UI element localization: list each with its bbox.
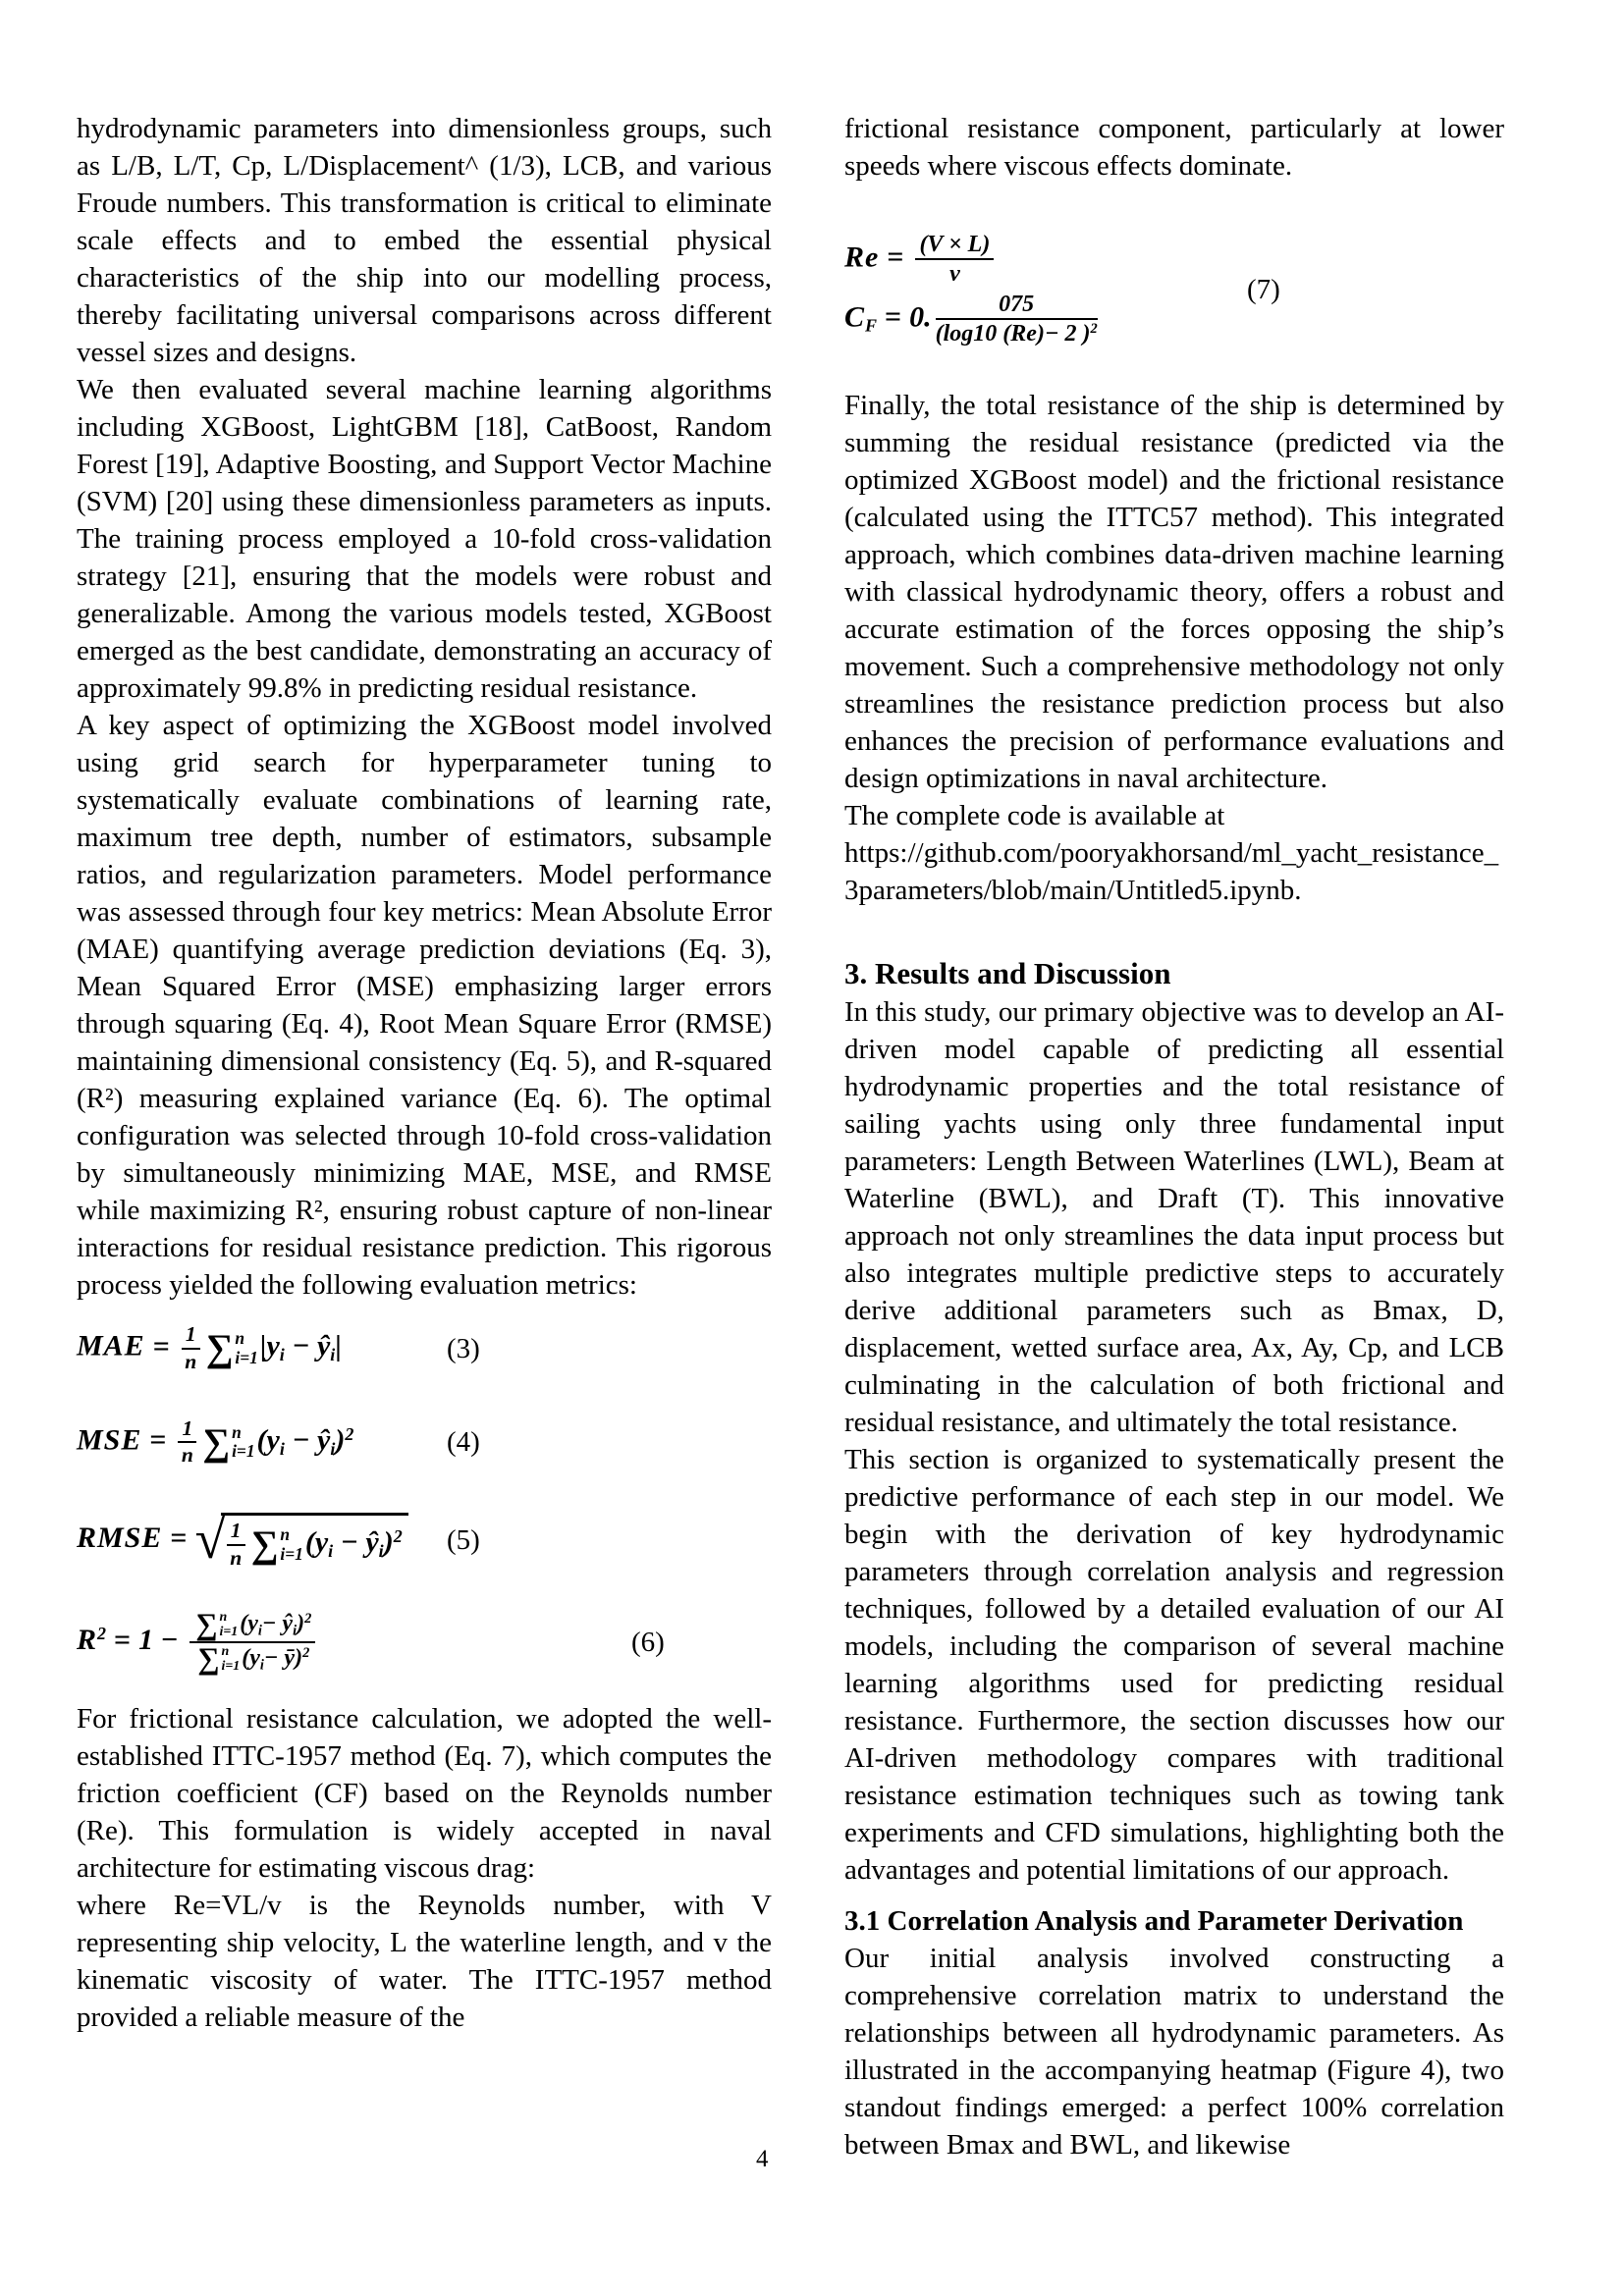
fraction-vl-over-nu — [915, 232, 994, 288]
paragraph-correlation-analysis: Our initial analysis involved constructing a comprehensive correlation matrix to understand the relationships between all hydrodynamic parameters. As illustrated in the accompanying heatmap (Figure 4), two standout findings emerged: a perfect 100% correlation between Bmax and BWL, and likewise — [844, 1942, 1504, 2161]
equation-term: ) — [297, 1610, 305, 1636]
equation-mae — [77, 1323, 772, 1374]
summation-upper-limit: n — [280, 1524, 291, 1545]
spacer — [844, 351, 1504, 387]
subscript-f: F — [865, 315, 878, 336]
equation-cf-line — [844, 292, 1504, 347]
fraction-numerator: 1 — [178, 1417, 196, 1444]
fraction-1-over-n — [182, 1323, 200, 1374]
fraction-numerator — [189, 1607, 315, 1643]
summation-limits — [221, 1644, 240, 1675]
summation-lower-limit: i=1 — [219, 1625, 239, 1640]
fraction-numerator: 1 — [182, 1323, 200, 1350]
equation-term: − ŷ — [333, 1525, 379, 1559]
equation-term: (log10 (Re)− 2 ) — [935, 321, 1091, 347]
sigma-symbol: ∑ — [205, 1327, 234, 1370]
equals-sign: = — [149, 1423, 167, 1457]
superscript-2: 2 — [304, 1610, 312, 1627]
spacer — [844, 909, 1504, 954]
minus-sign: − — [161, 1623, 179, 1656]
equation-number-4: (4) — [447, 1426, 480, 1459]
equation-number-6: (6) — [631, 1626, 665, 1658]
github-url-link[interactable]: https://github.com/pooryakhorsand/ml_yacht_resistance_3parameters/blob/main/Untitled5.ipynb. — [844, 836, 1499, 906]
equation-term: (y — [256, 1423, 280, 1457]
superscript-2: 2 — [97, 1623, 107, 1643]
equals-sign: = — [114, 1623, 132, 1656]
fraction-1-over-n — [227, 1520, 245, 1571]
equation-term: (y — [240, 1610, 258, 1636]
summation-lower-limit: i=1 — [221, 1659, 241, 1675]
summation-lower-limit: i=1 — [280, 1543, 303, 1564]
equals-sign: = — [152, 1329, 170, 1362]
equation-term: (y — [242, 1644, 260, 1671]
superscript-2: 2 — [1090, 321, 1098, 338]
spacer — [844, 185, 1504, 228]
fraction-numerator: 1 — [227, 1520, 245, 1546]
summation-lower-limit: i=1 — [235, 1347, 258, 1367]
paragraph-dimensionless-groups: hydrodynamic parameters into dimensionless groups, such as L/B, L/T, Cp, L/Displacement^ (1/3), LCB, and various Froude numbers. This transformation is critical to eliminate scale effects and to embed the essential physical characteristics of the ship into our modelling process, thereby facilitating universal comparisons across different vessel sizes and designs. — [77, 113, 772, 368]
summation-upper-limit: n — [232, 1421, 242, 1442]
equation-mse — [77, 1417, 772, 1468]
superscript-2: 2 — [345, 1423, 354, 1444]
summation-limits — [232, 1423, 254, 1462]
summation-upper-limit: n — [219, 1609, 228, 1625]
paragraph-total-resistance: Finally, the total resistance of the ship is determined by summing the residual resistance (predicted via the optimized XGBoost model) and the frictional resistance (calculated using the ITTC57 method). This integrated approach, which combines data-driven machine learning with classical hydrodynamic theory, offers a robust and accurate estimation of the forces opposing the ship’s movement. Such a comprehensive methodology not only streamlines the resistance prediction process but also enhances the precision of performance evaluations and design optimizations in naval architecture. — [844, 389, 1504, 794]
radical-symbol: √ — [194, 1509, 226, 1571]
superscript-2: 2 — [393, 1525, 403, 1546]
fraction-denominator: n — [185, 1349, 197, 1373]
summation-operator — [205, 1327, 258, 1370]
fraction-sums — [189, 1607, 315, 1677]
equation-term: ) — [383, 1525, 394, 1559]
equation-mse-lhs: MSE — [77, 1423, 142, 1457]
fraction-numerator: 075 — [936, 292, 1098, 320]
equation-r-squared — [77, 1607, 772, 1677]
equation-cf-lhs: C — [844, 300, 866, 334]
left-column — [77, 110, 772, 2036]
equation-rmse-lhs: RMSE — [77, 1522, 163, 1555]
equation-number-7: (7) — [1247, 273, 1280, 305]
summation-limits — [235, 1329, 257, 1367]
equation-re-lhs: Re — [844, 240, 880, 274]
radicand — [221, 1513, 408, 1571]
equals-sign: = — [170, 1522, 188, 1555]
equation-term: | — [335, 1329, 342, 1362]
subscript-i: i — [328, 1541, 334, 1562]
equation-term: − ŷ — [261, 1610, 294, 1636]
equation-term: |y — [259, 1329, 280, 1362]
equation-term: (y — [304, 1525, 329, 1559]
fraction-075-over-log — [936, 292, 1098, 347]
equals-sign: = — [885, 300, 902, 334]
fraction-denominator — [189, 1643, 315, 1675]
sigma-symbol: ∑ — [197, 1641, 220, 1677]
paragraph-section-organization: This section is organized to systematically present the predictive performance of each step in our model. We begin with the derivation of key hydrodynamic parameters through correlation analysis and regression techniques, followed by a detailed evaluation of our AI models, including the comparison of several machine learning algorithms used for predicting residual resistance. Furthermore, the section discusses how our AI-driven methodology compares with traditional resistance estimation techniques such as towing tank experiments and CFD simulations, highlighting both the advantages and potential limitations of our approach. — [844, 1443, 1504, 1886]
spacer — [77, 1571, 772, 1610]
summation-limits — [280, 1525, 302, 1564]
equation-term: − ŷ — [284, 1329, 331, 1362]
fraction-denominator: n — [230, 1545, 243, 1570]
subscript-i: i — [293, 1622, 298, 1638]
equation-mae-lhs: MAE — [77, 1329, 145, 1362]
paragraph-study-objective: In this study, our primary objective was to develop an AI-driven model capable of predicting all essential hydrodynamic properties and the total resistance of sailing yachts using only three fundamental input parameters: Length Between Waterlines (LWL), Beam at Waterline (BWL), and Draft (T). This innovative approach not only streamlines the data input process but also integrates multiple predictive steps to accurately derive additional parameters such as Bmax, D, displacement, wetted surface area, Ax, Ay, Cp, and LCB culminating in the calculation of both frictional and residual resistance, and ultimately the total resistance. — [844, 995, 1504, 1438]
fraction-numerator: (V × L) — [915, 232, 994, 260]
summation-operator — [195, 1607, 239, 1642]
paragraph-xgboost-optimization: A key aspect of optimizing the XGBoost model involved using grid search for hyperparameter tuning to systematically evaluate combinations of learning rate, maximum tree depth, number of estimators, subsample ratios, and regularization parameters. Model performance was assessed through four key metrics: Mean Absolute Error (MAE) quantifying average prediction deviations (Eq. 3), Mean Squared Error (MSE) emphasizing larger errors through squaring (Eq. 4), Root Mean Square Error (RMSE) maintaining dimensional consistency (Eq. 5), and R-squared (R²) measuring explained variance (Eq. 6). The optimal configuration was selected through 10-fold cross-validation by simultaneously minimizing MAE, MSE, and RMSE while maximizing R², ensuring robust capture of non-linear interactions for residual resistance prediction. This rigorous process yielded the following evaluation metrics: — [77, 710, 772, 1301]
summation-upper-limit: n — [235, 1328, 245, 1349]
summation-operator — [197, 1641, 241, 1677]
constant-one: 1 — [138, 1623, 154, 1656]
code-availability-line: The complete code is available at — [844, 799, 1225, 831]
paragraph-ittc-method: For frictional resistance calculation, we adopted the well-established ITTC-1957 method (Eq. 7), which computes the friction coefficient (CF) based on the Reynolds number (Re). This formulation is widely accepted in naval architecture for estimating viscous drag: — [77, 1702, 772, 1884]
paragraph-frictional-component: frictional resistance component, particularly at lower speeds where viscous effects dominate. — [844, 113, 1504, 182]
summation-operator — [250, 1523, 303, 1567]
equation-term: − ŷ — [284, 1423, 331, 1457]
equation-number-3: (3) — [447, 1332, 480, 1364]
subscript-i: i — [378, 1541, 384, 1562]
superscript-2: 2 — [302, 1644, 310, 1661]
subscript-i: i — [279, 1345, 285, 1365]
paragraph-reynolds-definition: where Re=VL/v is the Reynolds number, with V representing ship velocity, L the waterline length, and v the kinematic viscosity of water. The ITTC-1957 method provided a reliable measure of the — [77, 1889, 772, 2033]
equation-reynolds-line — [844, 232, 1504, 288]
sigma-symbol: ∑ — [250, 1523, 279, 1567]
summation-operator — [202, 1420, 255, 1464]
section-heading-results: 3. Results and Discussion — [844, 955, 1171, 990]
square-root — [195, 1511, 408, 1571]
fraction-1-over-n — [178, 1417, 196, 1468]
sigma-symbol: ∑ — [202, 1420, 231, 1464]
sigma-symbol: ∑ — [195, 1607, 218, 1642]
summation-lower-limit: i=1 — [232, 1441, 255, 1462]
equation-number-5: (5) — [447, 1524, 480, 1557]
spacer — [77, 1374, 772, 1417]
equation-term: − ȳ) — [263, 1644, 303, 1671]
equals-sign: = — [887, 240, 904, 274]
subscript-i: i — [330, 1438, 336, 1459]
paragraph-ml-algorithms: We then evaluated several machine learning algorithms including XGBoost, LightGBM [18], CatBoost, Random Forest [19], Adaptive Boosting, and Support Vector Machine (SVM) [20] using these dimensionless parameters as inputs. The training process employed a 10-fold cross-validation strategy [21], ensuring that the models were robust and generalizable. Among the various models tested, XGBoost emerged as the best candidate, demonstrating an accuracy of approximately 99.8% in predicting residual resistance. — [77, 374, 772, 704]
subscript-i: i — [279, 1438, 285, 1459]
fraction-denominator — [936, 320, 1098, 347]
subsection-heading-correlation: 3.1 Correlation Analysis and Parameter Derivation — [844, 1904, 1464, 1937]
right-column — [844, 110, 1504, 2163]
subscript-i: i — [330, 1345, 336, 1365]
summation-upper-limit: n — [221, 1643, 230, 1659]
equation-rmse — [77, 1511, 772, 1571]
spacer — [77, 1468, 772, 1511]
summation-limits — [219, 1610, 238, 1640]
spacer — [77, 1675, 772, 1700]
spacer — [844, 1889, 1504, 1902]
subscript-i: i — [257, 1622, 262, 1638]
fraction-denominator: v — [949, 261, 960, 288]
page-number: 4 — [756, 2146, 769, 2172]
equation-term: ) — [335, 1423, 346, 1457]
equation-reynolds-friction — [844, 232, 1504, 347]
spacer — [77, 1304, 772, 1323]
subscript-i: i — [259, 1657, 264, 1674]
fraction-denominator: n — [181, 1443, 193, 1468]
equation-r2-lhs: R — [77, 1623, 98, 1656]
constant-zero: 0. — [909, 300, 932, 334]
